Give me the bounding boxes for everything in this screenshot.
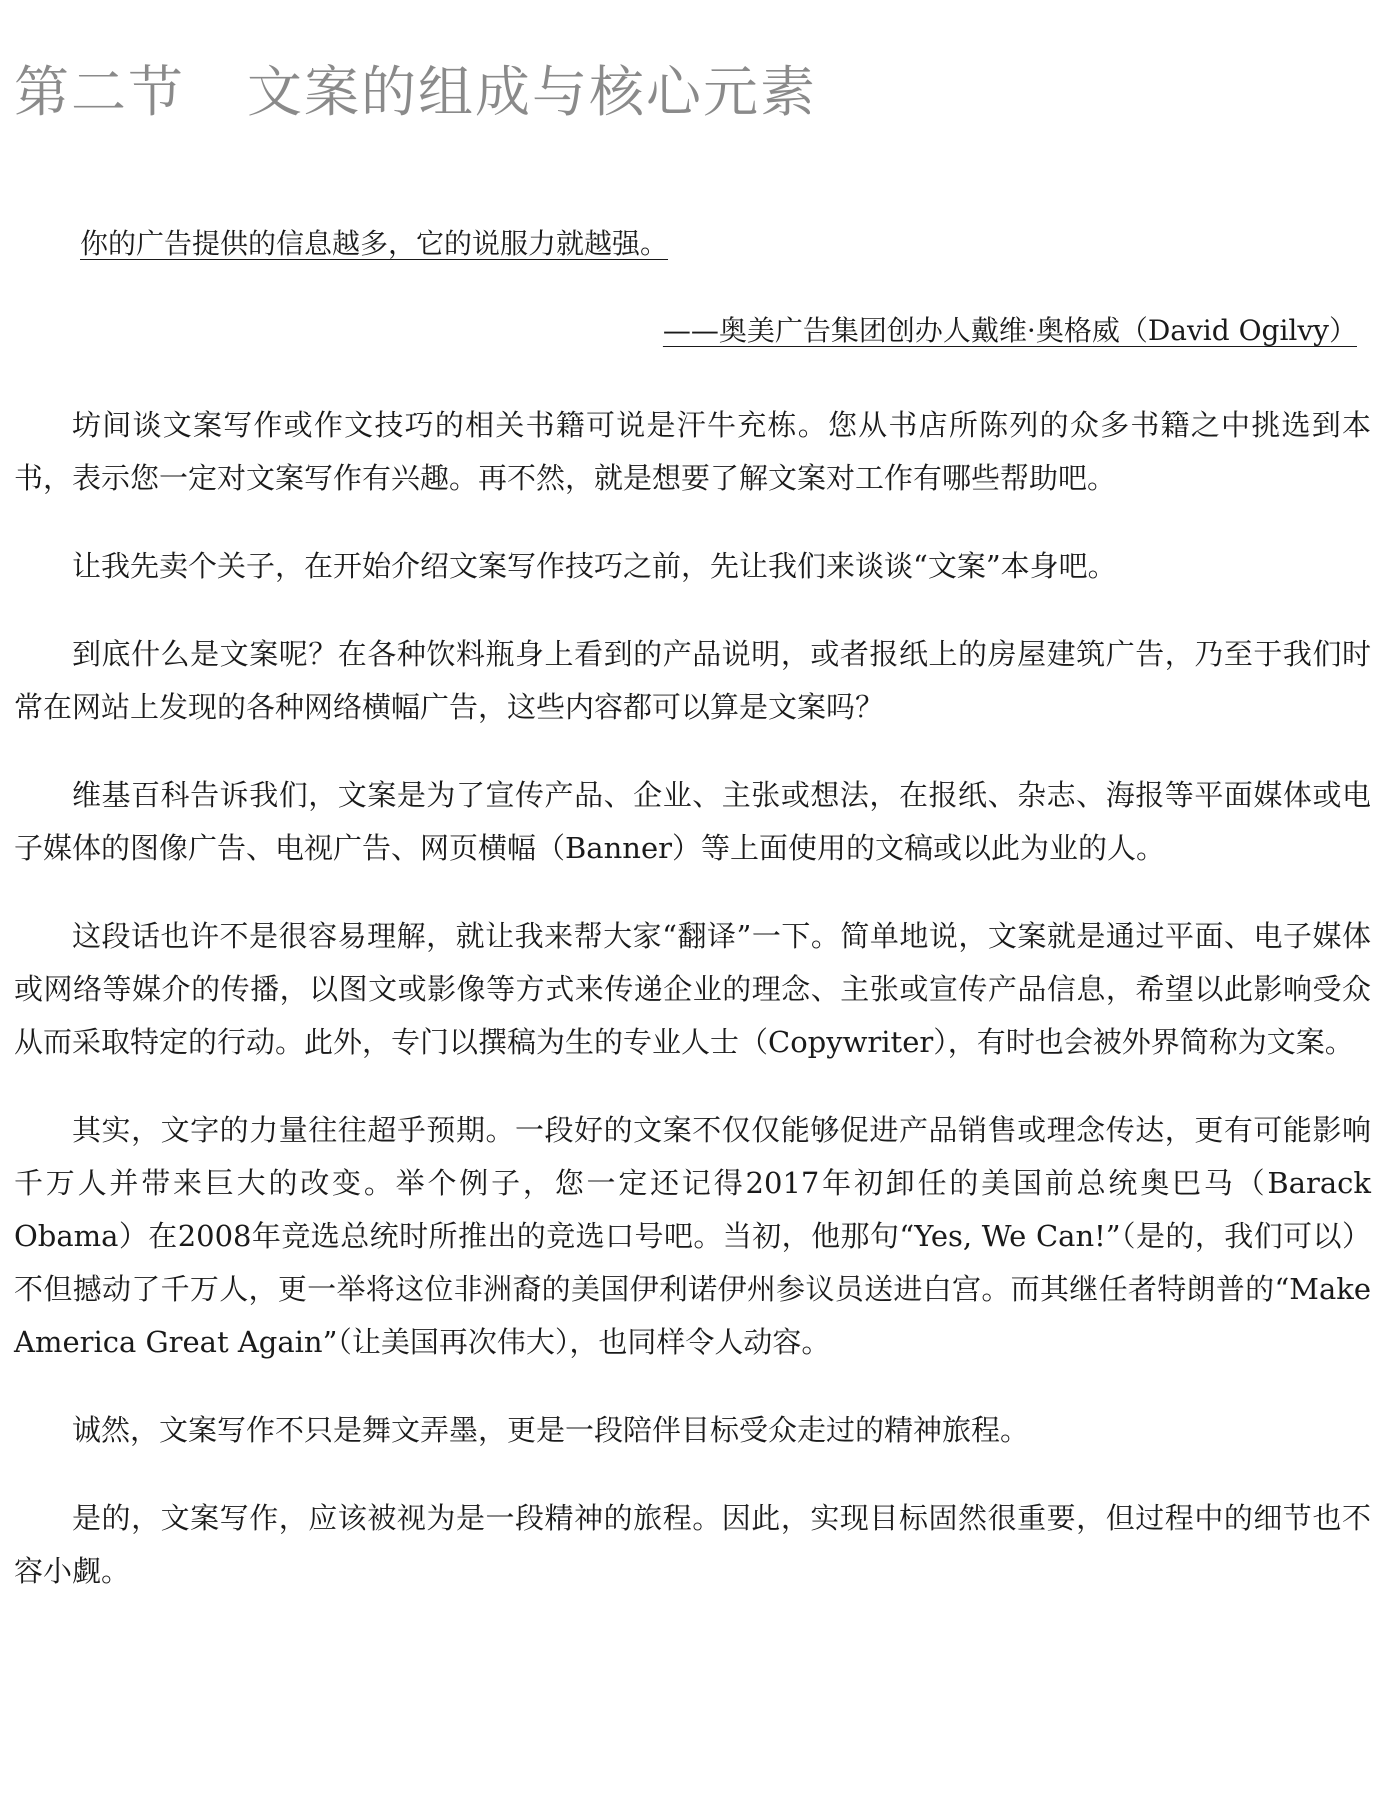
body-paragraph: 坊间谈文案写作或作文技巧的相关书籍可说是汗牛充栋。您从书店所陈列的众多书籍之中挑选到本书，表示您一定对文案写作有兴趣。再不然，就是想要了解文案对工作有哪些帮助吧。 <box>14 408 1371 495</box>
body-paragraph: 是的，文案写作，应该被视为是一段精神的旅程。因此，实现目标固然很重要，但过程中的细节也不容小觑。 <box>14 1501 1371 1588</box>
body-paragraph: 这段话也许不是很容易理解，就让我来帮大家“翻译”一下。简单地说，文案就是通过平面、电子媒体或网络等媒介的传播，以图文或影像等方式来传递企业的理念、主张或宣传产品信息，希望以此影响受众从而采取特定的行动。此外，专门以撰稿为生的专业人士（Copywriter），有时也会被外界简称为文案。 <box>14 919 1371 1059</box>
body-paragraph: 维基百科告诉我们，文案是为了宣传产品、企业、主张或想法，在报纸、杂志、海报等平面媒体或电子媒体的图像广告、电视广告、网页横幅（Banner）等上面使用的文稿或以此为业的人。 <box>14 778 1371 865</box>
epigraph-quote <box>14 224 1371 264</box>
epigraph-quote-text: 你的广告提供的信息越多，它的说服力就越强。 <box>80 227 669 260</box>
section-title: 文案的组成与核心元素 <box>247 60 818 124</box>
epigraph-attribution-text: ——奥美广告集团创办人戴维·奥格威（David Ogilvy） <box>662 314 1357 347</box>
body-paragraph: 诚然，文案写作不只是舞文弄墨，更是一段陪伴目标受众走过的精神旅程。 <box>72 1413 1030 1447</box>
section-heading <box>14 52 1371 132</box>
epigraph-attribution <box>14 311 1371 351</box>
section-number: 第二节 <box>14 60 186 124</box>
body-paragraph: 到底什么是文案呢？在各种饮料瓶身上看到的产品说明，或者报纸上的房屋建筑广告，乃至于我们时常在网站上发现的各种网络横幅广告，这些内容都可以算是文案吗？ <box>14 637 1371 724</box>
body-paragraph: 让我先卖个关子，在开始介绍文案写作技巧之前，先让我们来谈谈“文案”本身吧。 <box>72 549 1117 583</box>
body-paragraph: 其实，文字的力量往往超乎预期。一段好的文案不仅仅能够促进产品销售或理念传达，更有可能影响千万人并带来巨大的改变。举个例子，您一定还记得2017年初卸任的美国前总统奥巴马（Barack Obama）在2008年竞选总统时所推出的竞选口号吧。当初，他那句“Yes, We Can!”（是的，我们可以）不但撼动了千万人，更一举将这位非洲裔的美国伊利诺伊州参议员送进白宫。而其继任者特朗普的“Make America Great Again”（让美国再次伟大），也同样令人动容。 <box>14 1113 1371 1359</box>
